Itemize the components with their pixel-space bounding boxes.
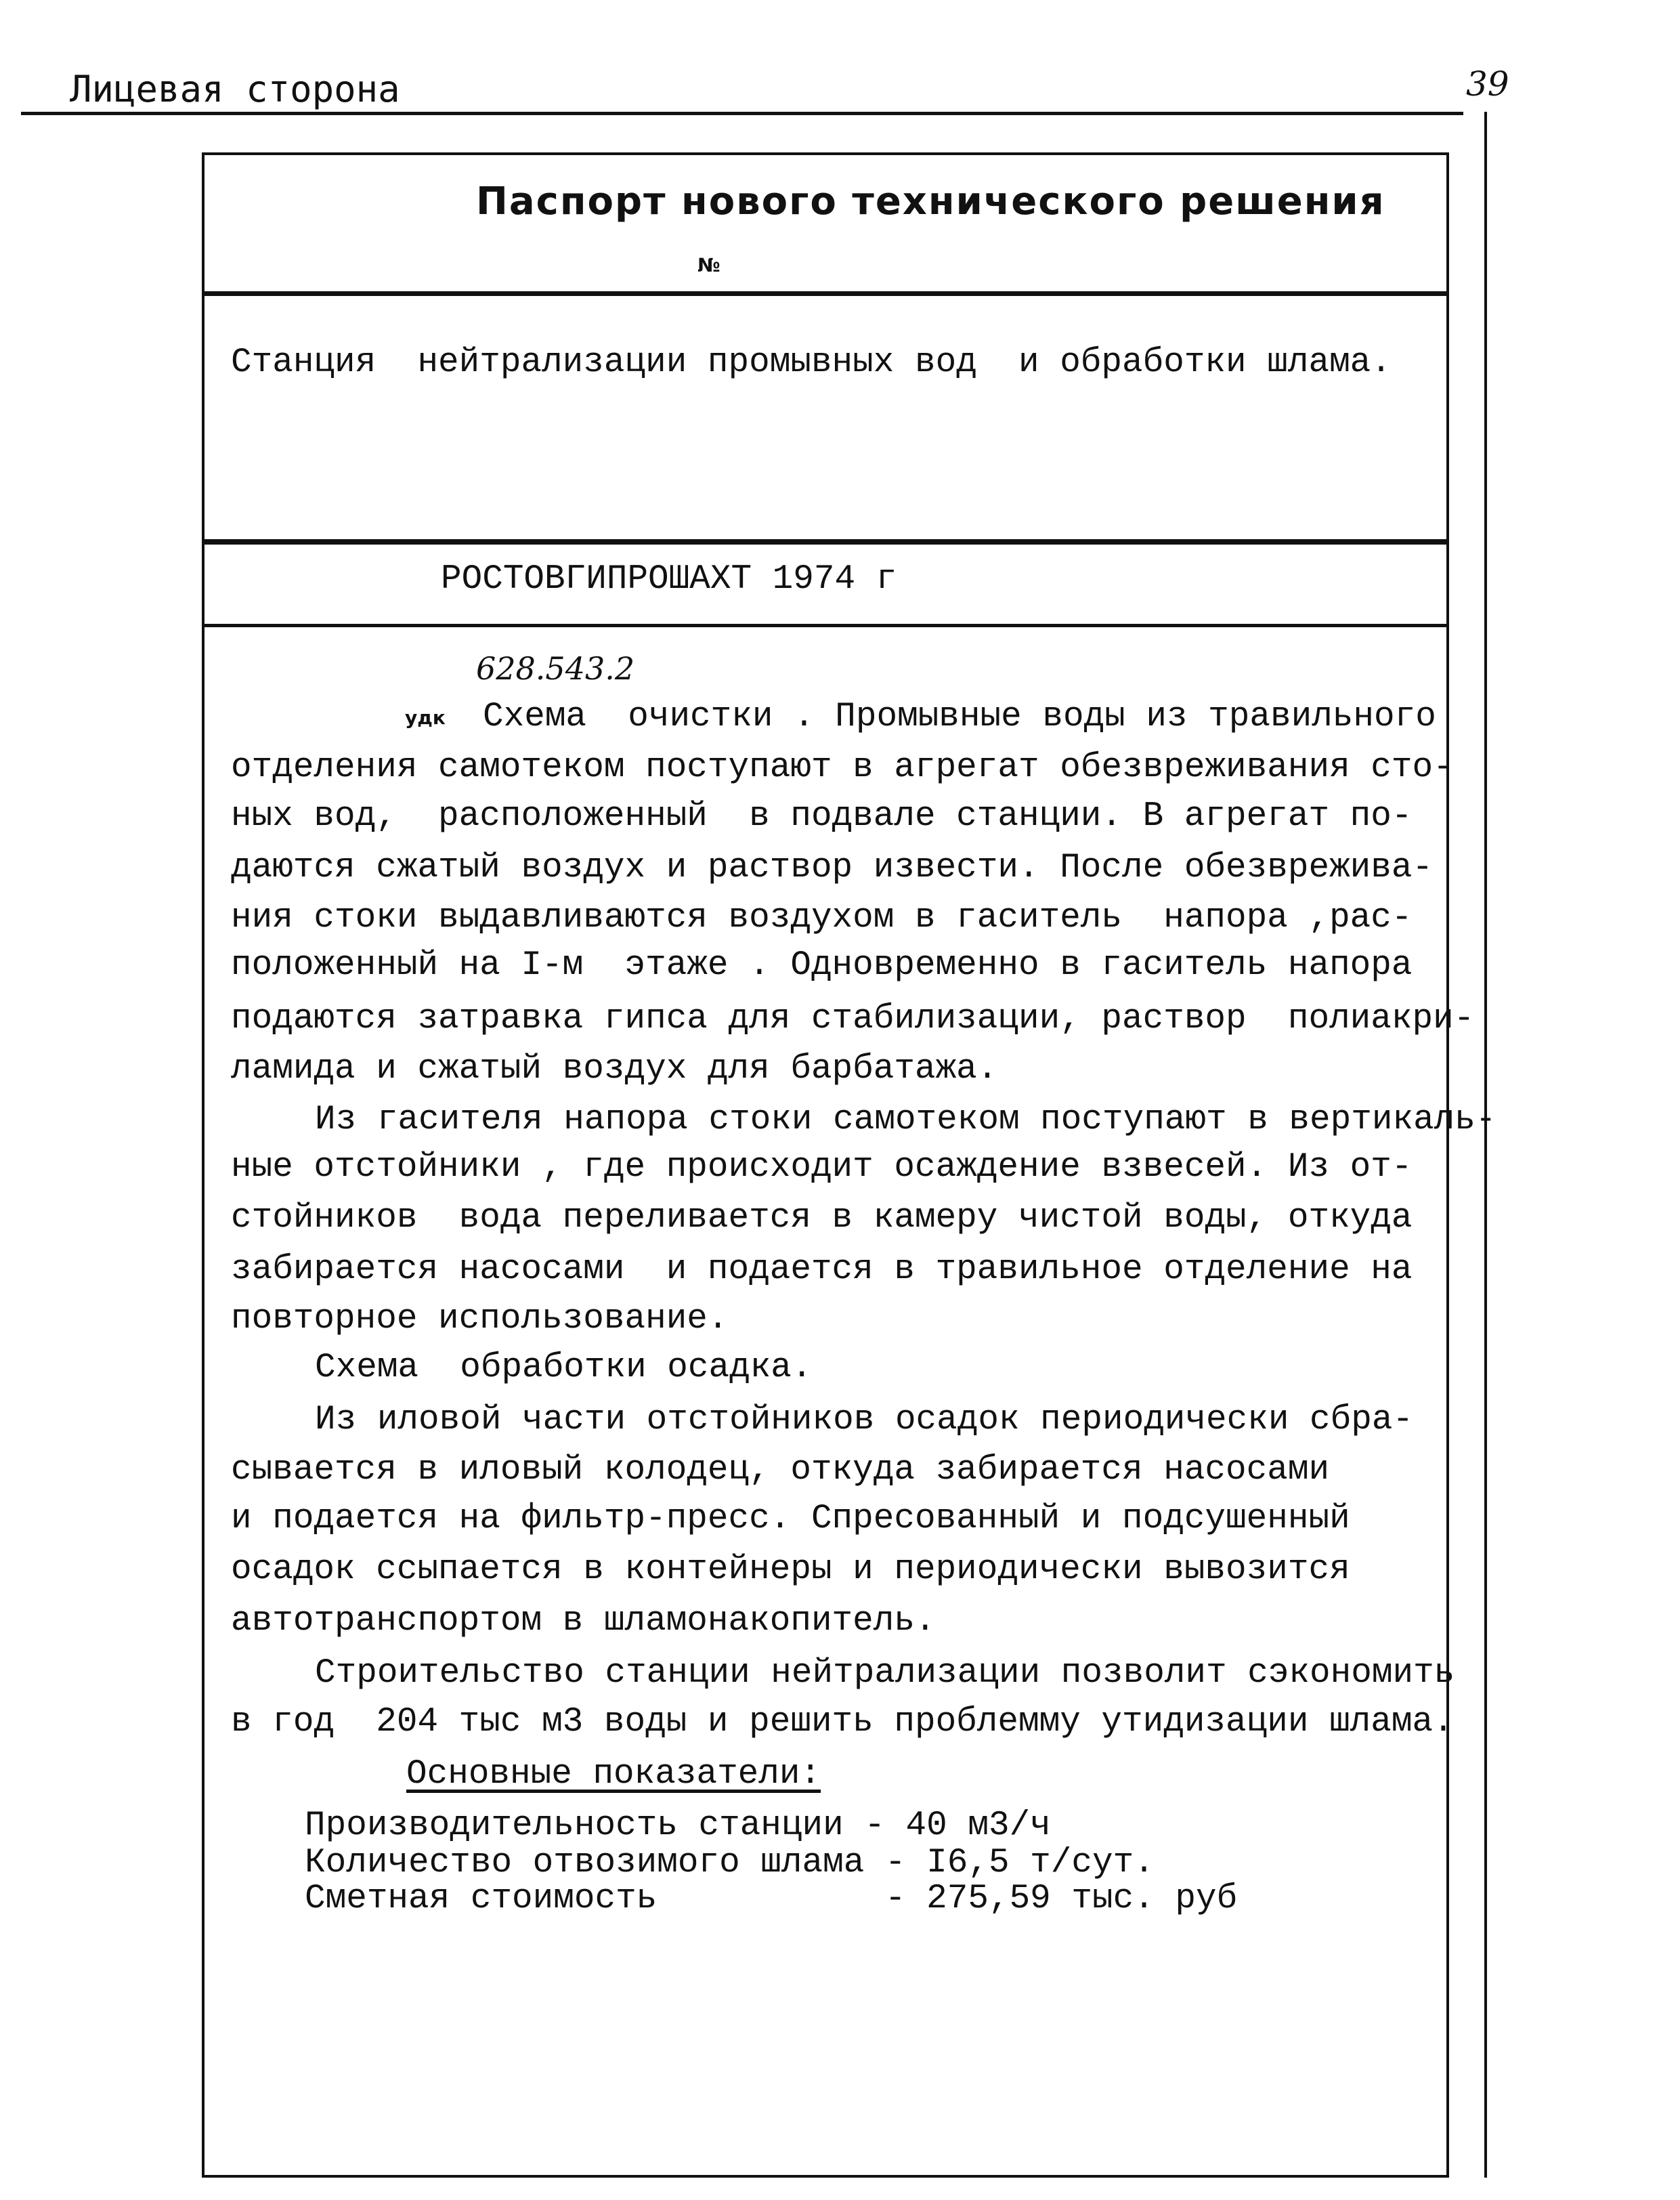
udc-label: удк [405, 706, 446, 729]
body-line: забирается насосами и подается в травильное отделение на [231, 1250, 1413, 1289]
body-line: и подается на фильтр-пресс. Спресованный и подсушенный [231, 1500, 1350, 1538]
body-line: ния стоки выдавливаются воздухом в гаситель напора ,рас- [231, 899, 1413, 937]
margin-rule [1484, 112, 1487, 2178]
indicator-line: Количество отвозимого шлама - I6,5 т/сут. [305, 1844, 1155, 1882]
body-line: ных вод, расположенный в подвале станции. В агрегат по- [231, 797, 1413, 836]
divider [202, 291, 1449, 296]
udc-code: 628.543.2 [476, 650, 635, 687]
divider [202, 624, 1449, 627]
body-line: подаются затравка гипса для стабилизации, раствор полиакри- [231, 1000, 1475, 1038]
body-line: ные отстойники , где происходит осаждение взвесей. Из от- [231, 1148, 1413, 1187]
body-line: Схема обработки осадка. [315, 1349, 813, 1387]
indicators-heading: Основные показатели: [406, 1755, 821, 1794]
divider [202, 539, 1449, 545]
body-line: Из гасителя напора стоки самотеком поступают в вертикаль- [315, 1101, 1496, 1139]
body-line: Строительство станции нейтрализации позволит сэкономить [315, 1654, 1455, 1693]
body-line: ламида и сжатый воздух для барбатажа. [231, 1050, 998, 1088]
body-line: Схема очистки . Промывные воды из травильного [483, 698, 1436, 736]
number-label: № [697, 254, 720, 276]
page-number: 39 [1466, 64, 1509, 104]
side-label: Лицевая сторона [70, 68, 400, 110]
body-line: сывается в иловый колодец, откуда забирается насосами [231, 1451, 1330, 1489]
passport-title: Паспорт нового технического решения [476, 179, 1385, 224]
body-line: стойников вода переливается в камеру чистой воды, откуда [231, 1199, 1413, 1238]
body-line: повторное использование. [231, 1300, 729, 1338]
body-line: Из иловой части отстойников осадок периодически сбра- [315, 1401, 1414, 1439]
body-line: осадок ссыпается в контейнеры и периодически вывозится [231, 1550, 1350, 1589]
body-line: отделения самотеком поступают в агрегат обезвреживания сто- [231, 748, 1454, 787]
body-line: автотранспортом в шламонакопитель. [231, 1602, 936, 1641]
subject-text: Станция нейтрализации промывных вод и обработки шлама. [231, 343, 1392, 382]
header-rule [21, 112, 1463, 115]
body-line: в год 204 тыс м3 воды и решить проблемму утидизации шлама. [231, 1703, 1454, 1741]
indicator-line: Сметная стоимость - 275,59 тыс. руб [305, 1880, 1238, 1918]
indicator-line: Производительность станции - 40 м3/ч [305, 1806, 1051, 1845]
body-line: положенный на I-м этаже . Одновременно в гаситель напора [231, 946, 1413, 985]
organization-text: РОСТОВГИПРОШАХТ 1974 г [441, 560, 897, 599]
body-line: даются сжатый воздух и раствор извести. После обезврежива- [231, 849, 1434, 887]
